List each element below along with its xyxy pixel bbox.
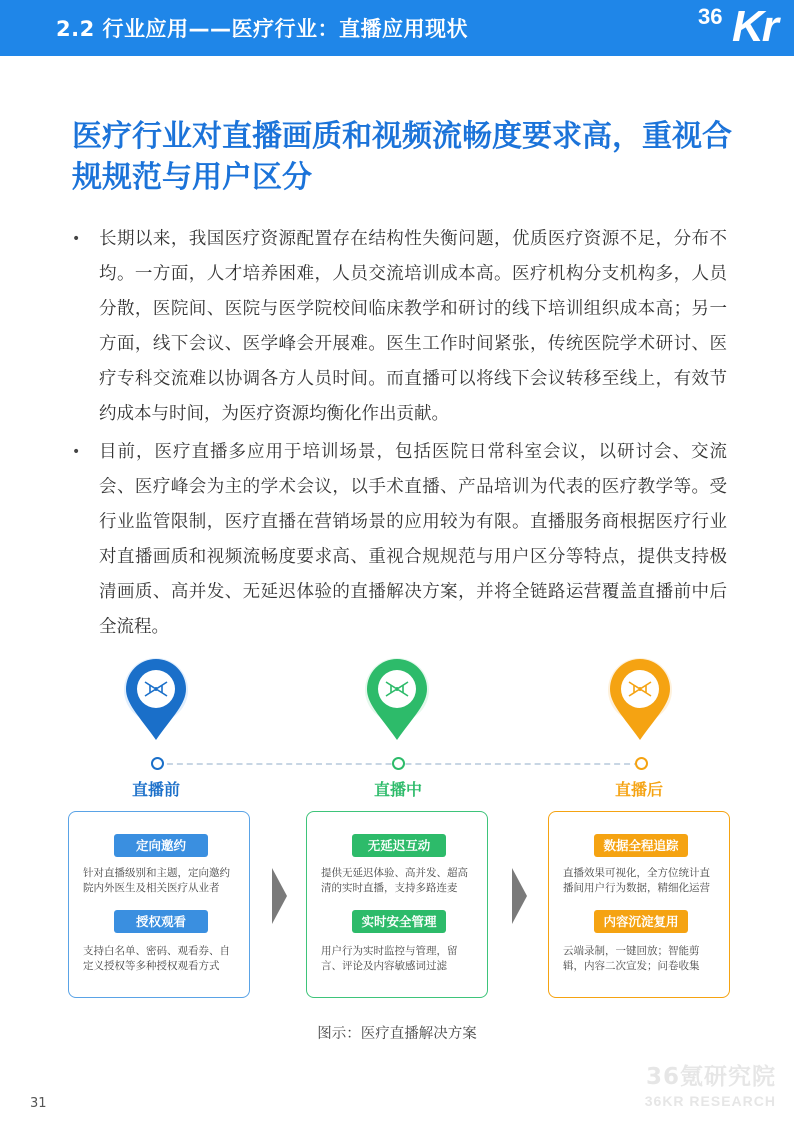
bullet-marker: • [72,444,81,460]
section-heading: 医疗行业对直播画质和视频流畅度要求高，重视合规规范与用户区分 [72,119,732,195]
logo-number: 36 [698,4,723,29]
feature-tag: 定向邀约 [114,834,208,857]
feature-tag: 授权观看 [114,910,208,933]
feature-description: 直播效果可视化，全方位统计直播间用户行为数据，精细化运营 [563,867,710,894]
feature-description: 提供无延迟体验、高并发、超高清的实时直播，支持多路连麦 [321,867,468,894]
stage-card-before [68,811,250,998]
logo-letters: Kr [732,2,777,51]
bullet-list [72,222,727,648]
solution-diagram [0,650,794,980]
location-pin-icon [605,658,675,742]
feature-description: 针对直播级别和主题，定向邀约院内外医生及相关医疗从业者 [83,867,230,894]
timeline-dot [635,757,648,770]
bullet-marker: • [72,231,81,247]
feature-tag: 无延迟互动 [352,834,446,857]
arrow-right-icon [272,868,287,924]
stage-label-during: 直播中 [373,780,422,799]
location-pin-icon [121,658,191,742]
watermark-en: 36KR RESEARCH [644,1093,776,1109]
bullet-text: 目前，医疗直播多应用于培训场景，包括医院日常科室会议，以研讨会、交流会、医疗峰会为主的学术会议，以手术直播、产品培训为代表的医疗教学等。受行业监管限制，医疗直播在营销场景的应用较为有限。直播服务商根据医疗行业对直播画质和视频流畅度要求高、重视合规规范与用户区分等特点，提供支持极清画质、高并发、无延迟体验的直播解决方案，并将全链路运营覆盖直播前中后全流程。 [99,442,727,637]
page-number: 31 [30,1096,47,1111]
bullet-item [72,435,727,645]
watermark-cn: 36氪研究院 [645,1064,776,1090]
36kr-logo [698,2,788,56]
header-bar [0,0,794,56]
stage-card-during [306,811,488,998]
feature-tag: 实时安全管理 [352,910,446,933]
feature-description: 支持白名单、密码、观看券、自定义授权等多种授权观看方式 [83,945,230,972]
feature-description: 云端录制，一键回放；智能剪辑，内容二次宣发；问卷收集 [563,945,700,972]
feature-description: 用户行为实时监控与管理，留言、评论及内容敏感词过滤 [321,945,458,972]
arrow-right-icon [512,868,527,924]
stage-label-before: 直播前 [131,780,180,799]
watermark [645,1058,776,1109]
figure-caption: 图示：医疗直播解决方案 [317,1026,477,1042]
stage-label-after: 直播后 [614,780,663,799]
feature-tag: 数据全程追踪 [594,834,688,857]
bullet-text: 长期以来，我国医疗资源配置存在结构性失衡问题，优质医疗资源不足，分布不均。一方面，人才培养困难，人员交流培训成本高。医疗机构分支机构多，人员分散，医院间、医院与医学院校间临床教学和研讨的线下培训组织成本高；另一方面，线下会议、医学峰会开展难。医生工作时间紧张，传统医院学术研讨、医疗专科交流难以协调各方人员时间。而直播可以将线下会议转移至线上，有效节约成本与时间，为医疗资源均衡化作出贡献。 [99,229,727,424]
location-pin-icon [362,658,432,742]
timeline-dot [392,757,405,770]
bullet-item [72,222,727,432]
timeline-dot [151,757,164,770]
stage-card-after [548,811,730,998]
feature-tag: 内容沉淀复用 [594,910,688,933]
header-title: 2.2 行业应用——医疗行业：直播应用现状 [56,17,469,41]
